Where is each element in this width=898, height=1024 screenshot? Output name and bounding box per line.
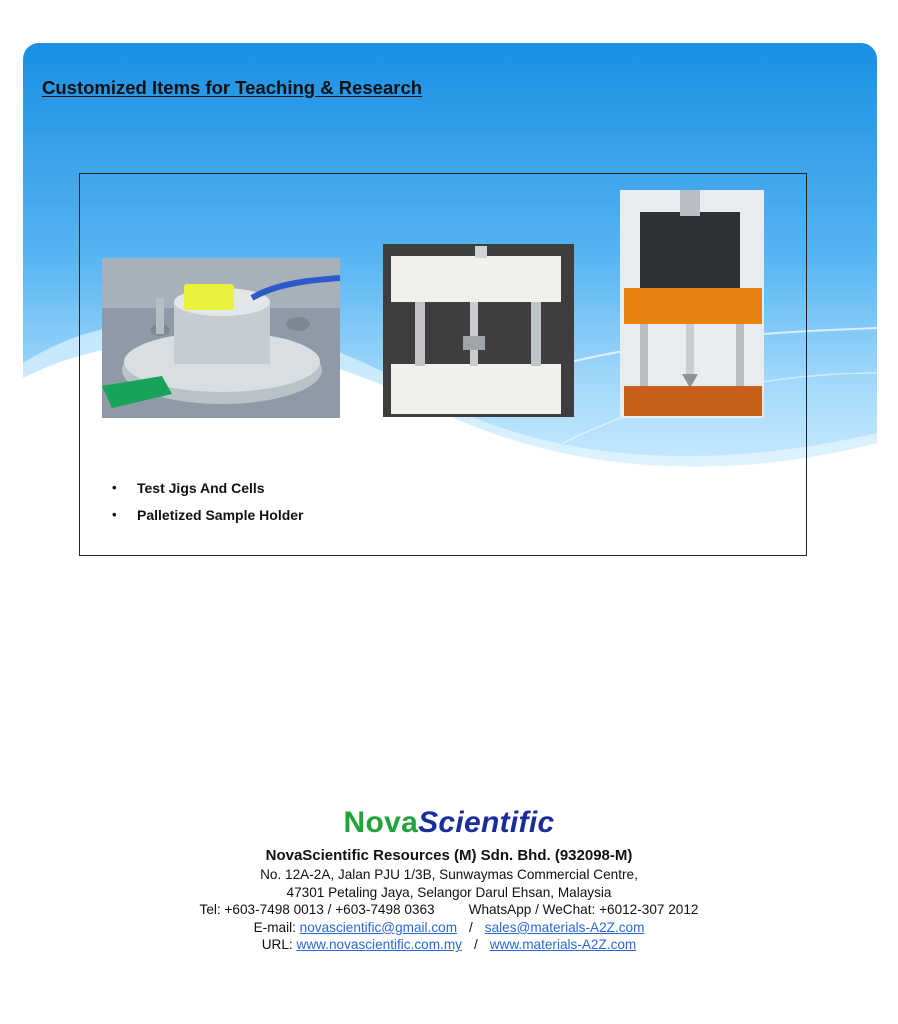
email-label: E-mail: [253, 919, 296, 935]
url-label: URL: [261, 937, 293, 953]
brand-scientific: Scientific [418, 806, 555, 839]
company-footer [0, 806, 898, 954]
url-link-1[interactable]: www.novascientific.com.my [296, 937, 462, 953]
company-name: NovaScientific Resources (M) Sdn. Bhd. (932098-M) [265, 847, 633, 864]
white-clamp-jig-icon [383, 244, 574, 417]
stainless-test-cell-icon [102, 258, 340, 418]
address-line-2: 47301 Petaling Jaya, Selangor Darul Ehsan, Malaysia [286, 884, 612, 900]
whatsapp-text: WhatsApp / WeChat: +6012-307 2012 [468, 902, 699, 918]
list-item [112, 474, 304, 501]
cell-photo [102, 258, 340, 418]
tel-text: Tel: +603-7498 0013 / +603-7498 0363 [199, 902, 435, 918]
url-line [0, 936, 898, 954]
item-list [112, 474, 304, 528]
white-jig-photo [383, 244, 574, 417]
brand-logo [0, 806, 898, 840]
email-line [0, 919, 898, 937]
email-link-1[interactable]: novascientific@gmail.com [299, 919, 458, 935]
item-label: Palletized Sample Holder [137, 506, 304, 523]
url-link-2[interactable]: www.materials-A2Z.com [489, 937, 637, 953]
contact-line [0, 901, 898, 919]
separator: / [473, 937, 478, 953]
brand-nova: Nova [343, 806, 419, 839]
item-label: Test Jigs And Cells [137, 479, 265, 496]
bullet-point: • [112, 480, 117, 495]
email-link-2[interactable]: sales@materials-A2Z.com [484, 919, 645, 935]
address-line-1: No. 12A-2A, Jalan PJU 1/3B, Sunwaymas Commercial Centre, [260, 867, 638, 882]
page-heading: Customized Items for Teaching & Research [42, 77, 423, 98]
orange-jig-photo [620, 190, 764, 418]
orange-press-jig-icon [620, 190, 764, 418]
bullet-point: • [112, 507, 117, 522]
separator: / [469, 919, 473, 935]
list-item [112, 501, 304, 528]
